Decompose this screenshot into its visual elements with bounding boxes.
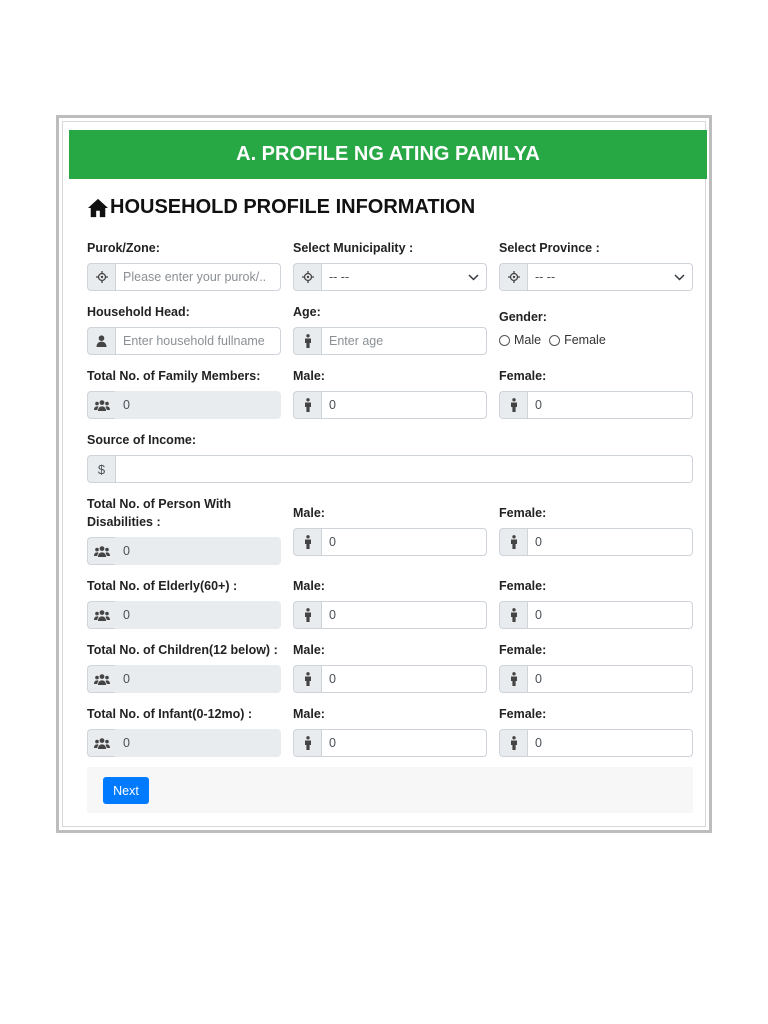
household-head-group xyxy=(87,327,281,355)
source-income-input[interactable] xyxy=(115,455,693,483)
elderly-female-input[interactable]: 0 xyxy=(527,601,693,629)
source-income-group xyxy=(87,455,693,483)
age-input[interactable]: Enter age xyxy=(321,327,487,355)
infant-label: Total No. of Infant(0-12mo) : xyxy=(87,707,253,721)
pwd-male-label: Male: xyxy=(293,506,325,520)
chevron-down-icon xyxy=(674,274,685,281)
family-female-input[interactable]: 0 xyxy=(527,391,693,419)
family-male-label: Male: xyxy=(293,369,325,383)
person-icon xyxy=(293,601,321,629)
family-female-group xyxy=(499,391,693,419)
elderly-label: Total No. of Elderly(60+) : xyxy=(87,579,238,593)
infant-female-input[interactable]: 0 xyxy=(527,729,693,757)
crosshair-icon xyxy=(293,263,321,291)
user-icon xyxy=(87,327,115,355)
infant-group xyxy=(87,729,281,757)
elderly-group xyxy=(87,601,281,629)
purok-input[interactable]: Please enter your purok/.. xyxy=(115,263,281,291)
gender-label: Gender: xyxy=(499,310,547,324)
page-title-text: HOUSEHOLD PROFILE INFORMATION xyxy=(110,196,476,218)
pwd-group xyxy=(87,537,281,565)
dollar-icon: $ xyxy=(87,455,115,483)
home-icon xyxy=(87,198,109,218)
infant-male-label: Male: xyxy=(293,707,325,721)
family-members-group xyxy=(87,391,281,419)
children-female-group xyxy=(499,665,693,693)
age-group xyxy=(293,327,487,355)
gender-male-radio[interactable] xyxy=(499,335,510,346)
municipality-label: Select Municipality : xyxy=(293,241,414,255)
person-icon xyxy=(293,327,321,355)
next-button[interactable]: Next xyxy=(103,777,149,804)
infant-total-field: 0 xyxy=(115,729,281,757)
pwd-total-field: 0 xyxy=(115,537,281,565)
household-head-input[interactable]: Enter household fullname xyxy=(115,327,281,355)
person-icon xyxy=(499,391,527,419)
province-label: Select Province : xyxy=(499,241,600,255)
person-icon xyxy=(499,665,527,693)
person-icon xyxy=(499,729,527,757)
municipality-group xyxy=(293,263,487,291)
crosshair-icon xyxy=(499,263,527,291)
children-total-field: 0 xyxy=(115,665,281,693)
pwd-male-group xyxy=(293,528,487,556)
municipality-value: -- -- xyxy=(329,270,350,284)
users-icon xyxy=(87,537,115,565)
children-male-label: Male: xyxy=(293,643,325,657)
children-male-group xyxy=(293,665,487,693)
person-icon xyxy=(293,729,321,757)
gender-female-radio[interactable] xyxy=(549,335,560,346)
elderly-male-input[interactable]: 0 xyxy=(321,601,487,629)
users-icon xyxy=(87,665,115,693)
age-label: Age: xyxy=(293,305,321,319)
form-footer xyxy=(87,767,693,813)
pwd-label-line1: Total No. of Person With xyxy=(87,497,232,511)
users-icon xyxy=(87,601,115,629)
family-members-total-field: 0 xyxy=(115,391,281,419)
users-icon xyxy=(87,729,115,757)
gender-radio-group xyxy=(499,333,614,347)
person-icon xyxy=(293,391,321,419)
page-title xyxy=(87,196,475,219)
crosshair-icon xyxy=(87,263,115,291)
family-female-label: Female: xyxy=(499,369,547,383)
form-card-inner xyxy=(62,121,706,827)
pwd-female-input[interactable]: 0 xyxy=(527,528,693,556)
pwd-label xyxy=(87,495,231,531)
children-female-label: Female: xyxy=(499,643,547,657)
pwd-male-input[interactable]: 0 xyxy=(321,528,487,556)
pwd-female-label: Female: xyxy=(499,506,547,520)
gender-female-label[interactable]: Female xyxy=(564,333,606,347)
purok-group xyxy=(87,263,281,291)
person-icon xyxy=(499,601,527,629)
family-members-label: Total No. of Family Members: xyxy=(87,369,261,383)
person-icon xyxy=(499,528,527,556)
elderly-male-label: Male: xyxy=(293,579,325,593)
purok-label: Purok/Zone: xyxy=(87,241,160,255)
infant-male-input[interactable]: 0 xyxy=(321,729,487,757)
gender-male-label[interactable]: Male xyxy=(514,333,542,347)
pwd-label-line2: Disabilities : xyxy=(87,515,161,529)
source-income-label: Source of Income: xyxy=(87,433,197,447)
province-group xyxy=(499,263,693,291)
province-select[interactable] xyxy=(527,263,693,291)
children-group xyxy=(87,665,281,693)
family-male-input[interactable]: 0 xyxy=(321,391,487,419)
elderly-female-label: Female: xyxy=(499,579,547,593)
pwd-female-group xyxy=(499,528,693,556)
children-label: Total No. of Children(12 below) : xyxy=(87,643,278,657)
infant-male-group xyxy=(293,729,487,757)
elderly-male-group xyxy=(293,601,487,629)
chevron-down-icon xyxy=(468,274,479,281)
household-head-label: Household Head: xyxy=(87,305,190,319)
form-card xyxy=(56,115,712,833)
elderly-total-field: 0 xyxy=(115,601,281,629)
users-icon xyxy=(87,391,115,419)
infant-female-label: Female: xyxy=(499,707,547,721)
municipality-select[interactable] xyxy=(321,263,487,291)
elderly-female-group xyxy=(499,601,693,629)
children-male-input[interactable]: 0 xyxy=(321,665,487,693)
person-icon xyxy=(293,528,321,556)
section-banner: A. PROFILE NG ATING PAMILYA xyxy=(69,130,707,179)
infant-female-group xyxy=(499,729,693,757)
family-male-group xyxy=(293,391,487,419)
province-value: -- -- xyxy=(535,270,556,284)
person-icon xyxy=(293,665,321,693)
children-female-input[interactable]: 0 xyxy=(527,665,693,693)
